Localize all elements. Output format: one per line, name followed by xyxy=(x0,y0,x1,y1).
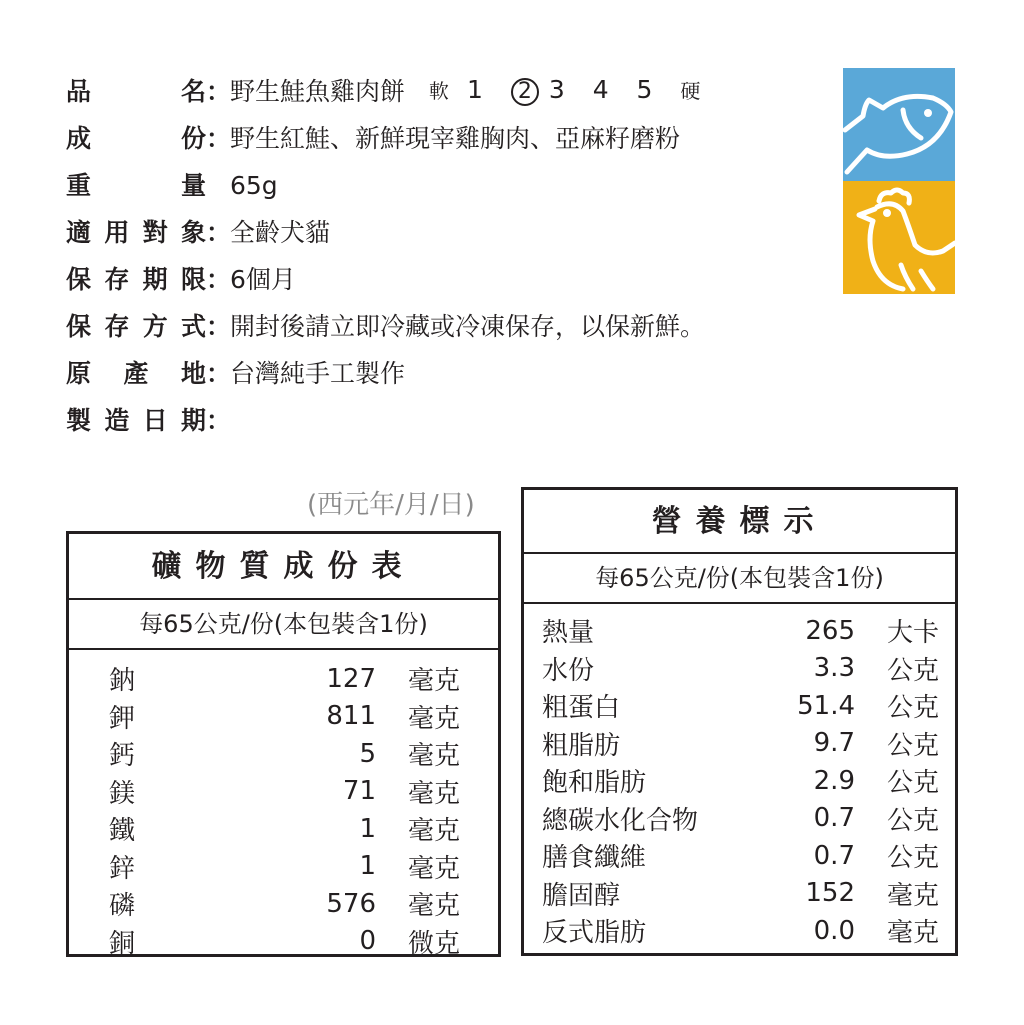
colon: ： xyxy=(206,359,232,388)
origin-value: 台灣純手工製作 xyxy=(230,359,406,388)
table-row: 磷 576 毫克 xyxy=(109,888,460,922)
colon: ： xyxy=(206,265,232,294)
mineral-table-title: 礦物質成份表 xyxy=(69,534,498,600)
table-row: 粗蛋白 51.4 公克 xyxy=(542,690,939,724)
colon: ： xyxy=(206,406,232,435)
table-row: 鈉 127 毫克 xyxy=(109,663,460,697)
table-row: 熱量 265 大卡 xyxy=(542,615,939,649)
mineral-table xyxy=(66,531,501,957)
product-name-value: 野生鮭魚雞肉餅 xyxy=(230,77,406,106)
table-row: 膽固醇 152 毫克 xyxy=(542,878,939,911)
hardness-scale xyxy=(429,77,700,106)
target-row xyxy=(66,209,705,256)
weight-label: 重 量 xyxy=(66,171,206,200)
table-row: 飽和脂肪 2.9 公克 xyxy=(542,765,939,799)
table-row: 粗脂肪 9.7 公克 xyxy=(542,728,939,761)
storage-row xyxy=(66,303,705,350)
target-value: 全齡犬貓 xyxy=(230,218,331,247)
product-name-row xyxy=(66,68,705,115)
mfg-date-row xyxy=(66,397,705,444)
table-row: 鎂 71 毫克 xyxy=(109,776,460,809)
mfg-date-label: 製 造 日 期 xyxy=(66,406,206,435)
colon: ： xyxy=(206,218,232,247)
hardness-level-2-selected: 2 xyxy=(511,78,539,106)
date-format-hint: (西元年/月/日) xyxy=(307,490,475,520)
storage-value: 開封後請立即冷藏或冷凍保存，以保新鮮。 xyxy=(230,312,706,341)
hardness-level-1: 1 xyxy=(466,75,493,104)
table-row: 銅 0 微克 xyxy=(109,926,460,959)
brand-logo xyxy=(843,68,955,294)
hardness-level-4: 4 xyxy=(592,75,619,104)
hardness-level-5: 5 xyxy=(636,75,663,104)
ingredients-label: 成 份 xyxy=(66,124,206,153)
weight-row xyxy=(66,162,705,209)
ingredients-row xyxy=(66,115,705,162)
nutrition-table-title: 營養標示 xyxy=(524,490,955,554)
shelf-life-value: 6個月 xyxy=(230,265,296,294)
hardness-soft-label: 軟 xyxy=(429,79,450,103)
storage-label: 保 存 方 式 xyxy=(66,312,206,341)
mineral-table-rows xyxy=(69,650,498,960)
product-name-label: 品 名 xyxy=(66,77,206,106)
origin-label: 原 產 地 xyxy=(66,359,206,388)
colon: ： xyxy=(206,124,232,153)
weight-value: 65g xyxy=(230,171,278,200)
table-row: 鋅 1 毫克 xyxy=(109,851,460,884)
ingredients-value: 野生紅鮭、新鮮現宰雞胸肉、亞麻籽磨粉 xyxy=(230,124,681,153)
shelf-life-label: 保 存 期 限 xyxy=(66,265,206,294)
table-row: 膳食纖維 0.7 公克 xyxy=(542,840,939,874)
table-row: 鈣 5 毫克 xyxy=(109,738,460,772)
nutrition-table-serving: 每65公克/份(本包裝含1份) xyxy=(524,554,955,604)
fish-icon xyxy=(843,68,955,181)
table-row: 水份 3.3 公克 xyxy=(542,653,939,686)
nutrition-table xyxy=(521,487,958,956)
colon: ： xyxy=(206,312,232,341)
chicken-panel xyxy=(843,181,955,294)
table-row: 反式脂肪 0.0 毫克 xyxy=(542,915,939,949)
table-row: 鐵 1 毫克 xyxy=(109,813,460,847)
colon: ： xyxy=(206,77,232,106)
mineral-table-serving: 每65公克/份(本包裝含1份) xyxy=(69,600,498,650)
chicken-icon xyxy=(843,181,955,294)
table-row: 鉀 811 毫克 xyxy=(109,701,460,734)
target-label: 適 用 對 象 xyxy=(66,218,206,247)
table-row: 總碳水化合物 0.7 公克 xyxy=(542,803,939,836)
fish-panel xyxy=(843,68,955,181)
shelf-life-row xyxy=(66,256,705,303)
product-info xyxy=(66,68,705,444)
hardness-hard-label: 硬 xyxy=(680,79,701,103)
origin-row xyxy=(66,350,705,397)
hardness-level-3: 3 xyxy=(548,75,575,104)
nutrition-table-rows xyxy=(524,604,955,950)
